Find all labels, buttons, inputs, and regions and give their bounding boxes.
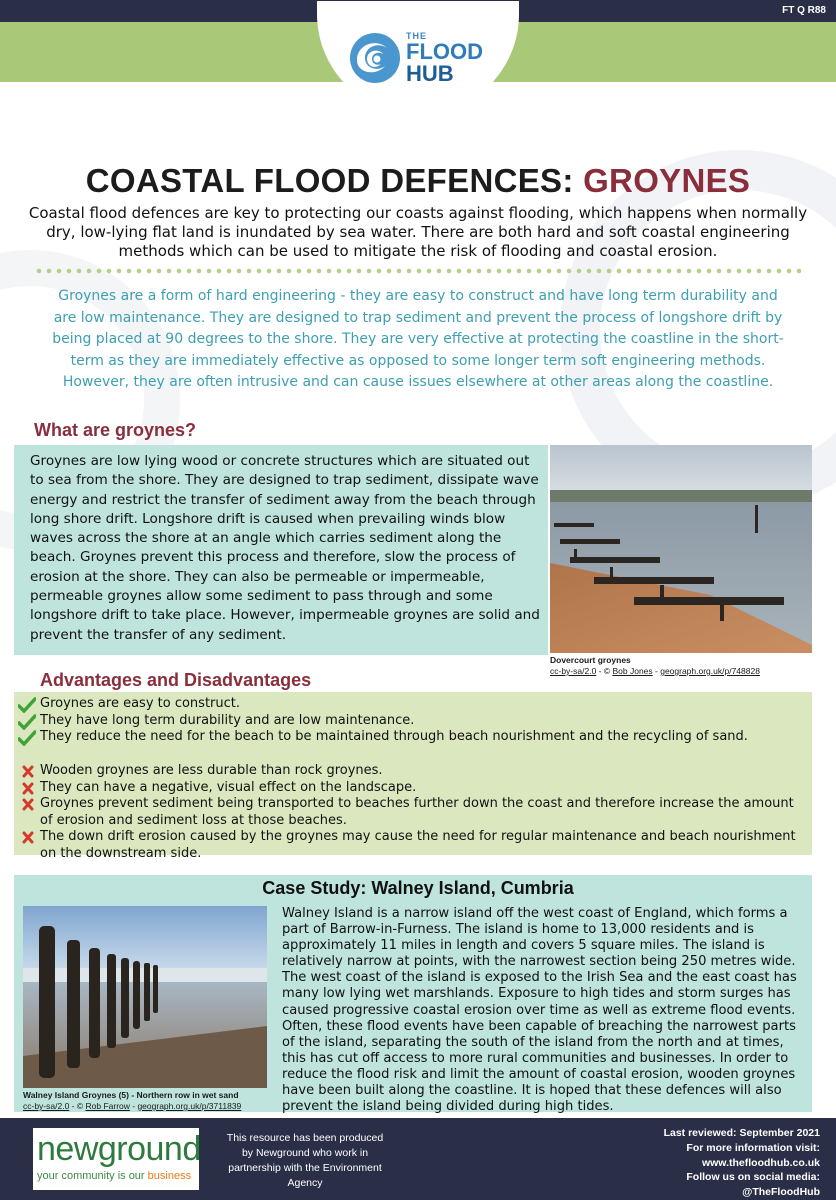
disadvantages-list: [18, 763, 808, 862]
advantages-heading: Advantages and Disadvantages: [40, 670, 312, 690]
dovercourt-caption-title: Dovercourt groynes: [550, 655, 631, 665]
footer-contact: [600, 1126, 820, 1200]
credit-text: - ©: [596, 666, 613, 676]
license-link[interactable]: cc-by-sa/2.0: [550, 666, 597, 676]
case-study-heading: Case Study: Walney Island, Cumbria: [262, 878, 574, 898]
cross-icon: [22, 831, 34, 844]
disadvantage-item: [18, 763, 808, 780]
disadvantage-text: They can have a negative, visual effect on the landscape.: [40, 779, 417, 795]
produced-by-text: This resource has been produced by Newground who work in partnership with the Environment Agency: [226, 1132, 384, 1189]
disadvantage-text: Groynes prevent sediment being transported to beaches further down the coast and therefore increase the amount of erosion and sediment loss at those beaches.: [40, 796, 794, 828]
intro-paragraph: Coastal flood defences are key to protecting our coasts against flooding, which happens when normally dry, low-lying flat land is inundated by sea water. There are both hard and soft coastal engineering methods which can be used to mitigate the risk of flooding and coastal erosion.: [28, 204, 808, 260]
case-study-body: Walney Island is a narrow island off the west coast of England, which forms a part of Barrow-in-Furness. The island is home to 13,000 residents and is approximately 11 miles in length and covers 5 square miles. The island is relatively narrow at points, with the narrowest section being 250 metres wide. The west coast of the island is exposed to the Irish Sea and the east coast has many low lying wet marshlands. Exposure to high tides and storm surges has caused progressive coastal erosion over time as well as extreme flood events. Often, these flood events have been capable of breaching the narrowest parts of the island, separating the south of the island from the north and at times, this has cut off access to more rural communities and businesses. In order to reduce the flood risk and limit the amount of coastal erosion, wooden groynes have been built along the coastline. It is hoped that these defences will also prevent the island being divided during high tides.: [282, 906, 797, 1115]
credit-text: - ©: [69, 1101, 86, 1111]
groynes-summary: Groynes are a form of hard engineering - they are easy to construct and have long term durability and are low maintenance. They are designed to trap sediment and prevent the process of longshore drift by being placed at 90 degrees to the shore. They are very effective at protecting the coastline in the short-term as they are immediately effective as opposed to some longer term soft engineering methods. However, they are often intrusive and can cause issues elsewhere at other areas along the coastline.: [52, 288, 784, 390]
dovercourt-caption: [550, 655, 820, 677]
social-handle[interactable]: @TheFloodHub: [742, 1186, 820, 1199]
source-link[interactable]: geograph.org.uk/p/3711839: [137, 1101, 242, 1111]
credit-separator: -: [652, 666, 661, 676]
logo-line-1: THE: [406, 31, 427, 41]
what-heading: What are groynes?: [34, 420, 197, 440]
cross-icon: [22, 782, 34, 795]
title-main: COASTAL FLOOD DEFENCES:: [85, 162, 584, 199]
advantage-item: [18, 729, 808, 746]
disadvantage-text: The down drift erosion caused by the groynes may cause the need for regular maintenance and beach nourishment on the downstream side.: [40, 829, 796, 861]
what-body: Groynes are low lying wood or concrete structures which are situated out to sea from the shore. They are designed to trap sediment, dissipate wave energy and restrict the transfer of sediment away from the beach through long shore drift. Longshore drift is caused when prevailing winds blow waves across the shore at an angle which carries sediment along the beach. Groynes prevent this process and therefore, slow the process of erosion at the shore. They can also be permeable or impermeable, permeable groynes allow some sediment to pass through and some longshore drift to take place. However, impermeable groynes are solid and prevent the transfer of any sediment.: [30, 453, 540, 643]
dotted-divider: [34, 268, 804, 274]
check-icon: [18, 714, 36, 730]
check-icon: [18, 730, 36, 746]
license-link[interactable]: cc-by-sa/2.0: [23, 1101, 70, 1111]
walney-caption: [23, 1090, 273, 1112]
website-link[interactable]: www.thefloodhub.co.uk: [701, 1156, 820, 1169]
tagline-part-a: your community is our: [37, 1170, 148, 1182]
logo-wordmark: [406, 32, 483, 85]
resource-ref: FT Q R88: [782, 5, 826, 16]
credit-separator: -: [129, 1101, 138, 1111]
advantage-item: [18, 713, 808, 730]
advantages-list: [18, 696, 808, 746]
check-icon: [18, 697, 36, 713]
walney-groynes-photo: [23, 906, 267, 1088]
disadvantage-item: [18, 829, 808, 862]
cross-icon: [22, 798, 34, 811]
info-label: For more information visit:: [686, 1141, 820, 1154]
logo-line-2: FLOOD: [406, 39, 483, 64]
source-link[interactable]: geograph.org.uk/p/748828: [660, 666, 760, 676]
dovercourt-attribution: [550, 666, 820, 677]
last-reviewed: Last reviewed: September 2021: [663, 1127, 820, 1139]
disadvantage-item: [18, 780, 808, 797]
cross-icon: [22, 765, 34, 778]
logo-line-3: HUB: [406, 61, 454, 86]
social-label: Follow us on social media:: [686, 1171, 820, 1184]
newground-tagline: [37, 1170, 191, 1182]
dovercourt-groynes-photo: [550, 445, 812, 653]
advantage-item: [18, 696, 808, 713]
advantage-text: They reduce the need for the beach to be maintained through beach nourishment and the recycling of sand.: [40, 729, 748, 744]
title-accent: GROYNES: [583, 162, 751, 199]
author-link[interactable]: Rob Farrow: [85, 1101, 130, 1111]
advantage-text: They have long term durability and are low maintenance.: [40, 712, 415, 728]
walney-caption-title: Walney Island Groynes (5) - Northern row in wet sand: [23, 1090, 239, 1100]
disadvantage-item: [18, 796, 808, 829]
author-link[interactable]: Bob Jones: [612, 666, 653, 676]
disadvantage-text: Wooden groynes are less durable than rock groynes.: [40, 763, 383, 778]
advantage-text: Groynes are easy to construct.: [40, 696, 240, 711]
tagline-part-b: business: [147, 1170, 192, 1182]
walney-attribution: [23, 1101, 273, 1112]
page-title: [0, 162, 836, 200]
newground-name: newground: [37, 1130, 201, 1168]
flood-hub-logo-icon: [347, 30, 403, 86]
